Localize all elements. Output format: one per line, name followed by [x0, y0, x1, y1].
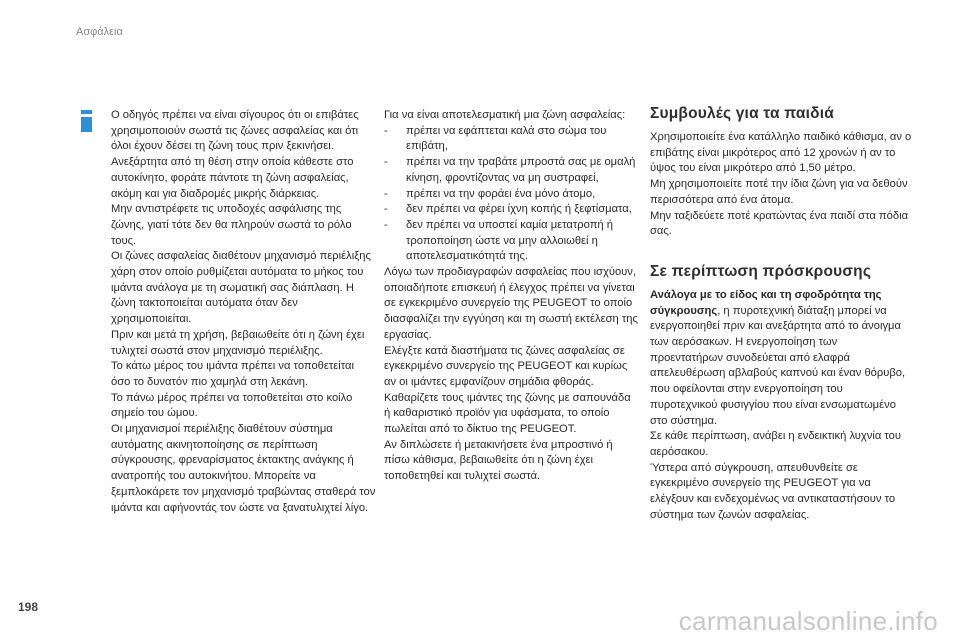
paragraph: Αν διπλώσετε ή μετακινήσετε ένα μπροστινό ή πίσω κάθισμα, βεβαιωθείτε ότι η ζώνη έχει τοποθετηθεί και τυλιχτεί σωστά.: [384, 438, 613, 483]
heading-collision: Σε περίπτωση πρόσκρουσης: [650, 262, 872, 280]
list-item: - δεν πρέπει να υποστεί καμία μετατροπή ή τροποποίηση ώστε να μην αλλοιωθεί η αποτελεσματικότητά της.: [384, 218, 613, 263]
list-item: - πρέπει να την φοράει ένα μόνο άτομο,: [384, 187, 596, 200]
paragraph: Οι μηχανισμοί περιέλιξης διαθέτουν σύστημα αυτόματης ακινητοποίησης σε περίπτωση σύγκρουσης, φρεναρίσματος έκτακτης ανάγκης ή ανατροπής του αυτοκινήτου. Μπορείτε να ξεμπλοκάρετε τον μηχανισμό τραβώντας σταθερά τον ιμάντα και αφήνοντάς τον ώστε να ξανατυλιχτεί λίγο.: [111, 423, 376, 514]
paragraph: Ανεξάρτητα από τη θέση στην οποία κάθεστε στο αυτοκίνητο, φοράτε πάντοτε τη ζώνη ασφαλείας, ακόμη και για διαδρομές μικρής διάρκειας.: [111, 156, 354, 200]
intro-text: Για να είναι αποτελεσματική μια ζώνη ασφαλείας:: [384, 109, 626, 121]
paragraph: Ανάλογα με το είδος και τη σφοδρότητα της σύγκρουσης, η πυροτεχνική διάταξη μπορεί να ενεργοποιηθεί πριν και ανεξάρτητα από το άνοιγμα των αερόσακων. Η ενεργοποίηση των προεντατήρων συνοδεύεται από ελαφρά απελευθέρωση αβλαβούς καπνού και έναν θόρυβο, που οφείλονται στην ενεργοποίηση του πυροτεχνικού φυσιγγίου που είναι ενσωματωμένο στο σύστημα.: [650, 288, 906, 427]
section-header: Ασφάλεια: [76, 26, 123, 38]
list-item: - πρέπει να εφάπτεται καλά στο σώμα του επιβάτη,: [384, 124, 607, 153]
paragraph: Πριν και μετά τη χρήση, βεβαιωθείτε ότι η ζώνη έχει τυλιχτεί σωστά στον μηχανισμό περιέλιξης.: [111, 328, 365, 357]
list-item: - δεν πρέπει να φέρει ίχνη κοπής ή ξεφτίσματα,: [384, 203, 632, 216]
list-item: - πρέπει να την τραβάτε μπροστά σας με ομαλή κίνηση, φροντίζοντας να μη συστραφεί,: [384, 156, 636, 184]
column-belt-effectiveness: [384, 108, 638, 485]
paragraph: Μη χρησιμοποιείτε ποτέ την ίδια ζώνη για να δεθούν περισσότερα από ένα άτομα.: [650, 178, 908, 206]
paragraph: Λόγω των προδιαγραφών ασφαλείας που ισχύουν, οποιαδήποτε επισκευή ή έλεγχος πρέπει να γίνεται σε εγκεκριμένο συνεργείο της PEUGEOT το οποίο διασφαλίζει την εγγύηση και τη σωστή εκτέλεση της εργασίας.: [384, 266, 638, 341]
info-icon: [81, 110, 92, 132]
paragraph: Το κάτω μέρος του ιμάντα πρέπει να τοποθετείται όσο το δυνατόν πιο χαμηλά στη λεκάνη.: [111, 360, 354, 388]
heading-kids-advice: Συμβουλές για τα παιδιά: [650, 105, 834, 122]
paragraph: Το πάνω μέρος πρέπει να τοποθετείται στο κοίλο σημείο του ώμου.: [111, 391, 353, 420]
paragraph: Μην ταξιδεύετε ποτέ κρατώντας ένα παιδί στα πόδια σας.: [650, 209, 909, 238]
paragraph: Χρησιμοποιείτε ένα κατάλληλο παιδικό κάθισμα, αν ο επιβάτης είναι μικρότερος από 12 χρονών ή αν το ύψος του είναι μικρότερο από 1,50 μέτρο.: [650, 131, 912, 175]
column-driver-responsibility: [111, 108, 376, 516]
paragraph: Μην αντιστρέφετε τις υποδοχές ασφάλισης της ζώνης, γιατί τότε δεν θα πληρούν σωστά το ρόλο τους.: [111, 203, 352, 247]
paragraph: Ο οδηγός πρέπει να είναι σίγουρος ότι οι επιβάτες χρησιμοποιούν σωστά τις ζώνες ασφαλείας και ότι όλοι έχουν δέσει τη ζώνη τους πριν ξεκινήσει.: [111, 109, 359, 153]
watermark: carmanualsonline.info: [678, 606, 938, 636]
page-number: 198: [18, 600, 39, 614]
paragraph: Ύστερα από σύγκρουση, απευθυνθείτε σε εγκεκριμένο συνεργείο της PEUGEOT για να ελέγξουν και ενδεχομένως να αντικαταστήσουν το σύστημα των ζωνών ασφαλείας.: [650, 461, 896, 521]
paragraph: Καθαρίζετε τους ιμάντες της ζώνης με σαπουνάδα ή καθαριστικό προϊόν για υφάσματα, το οποίο πωλείται από το δίκτυο της PEUGEOT.: [384, 391, 631, 436]
paragraph: Ελέγξτε κατά διαστήματα τις ζώνες ασφαλείας σε εγκεκριμένο συνεργείο της PEUGEOT και κυρίως αν οι ιμάντες εμφανίζουν σημάδια φθοράς.: [384, 344, 628, 388]
paragraph: Οι ζώνες ασφαλείας διαθέτουν μηχανισμό περιέλιξης χάρη στον οποίο ρυθμίζεται αυτόματα το μήκος του ιμάντα ανάλογα με τη σωματική σας διάπλαση. Η ζώνη τακτοποιείται αυτόματα όταν δεν χρησιμοποιείται.: [111, 250, 371, 326]
bold-lead: Ανάλογα με το είδος και τη σφοδρότητα της σύγκρουσης: [650, 288, 882, 317]
column-advice: [650, 104, 912, 523]
paragraph: Σε κάθε περίπτωση, ανάβει η ενδεικτική λυχνία του αερόσακου.: [650, 430, 902, 458]
